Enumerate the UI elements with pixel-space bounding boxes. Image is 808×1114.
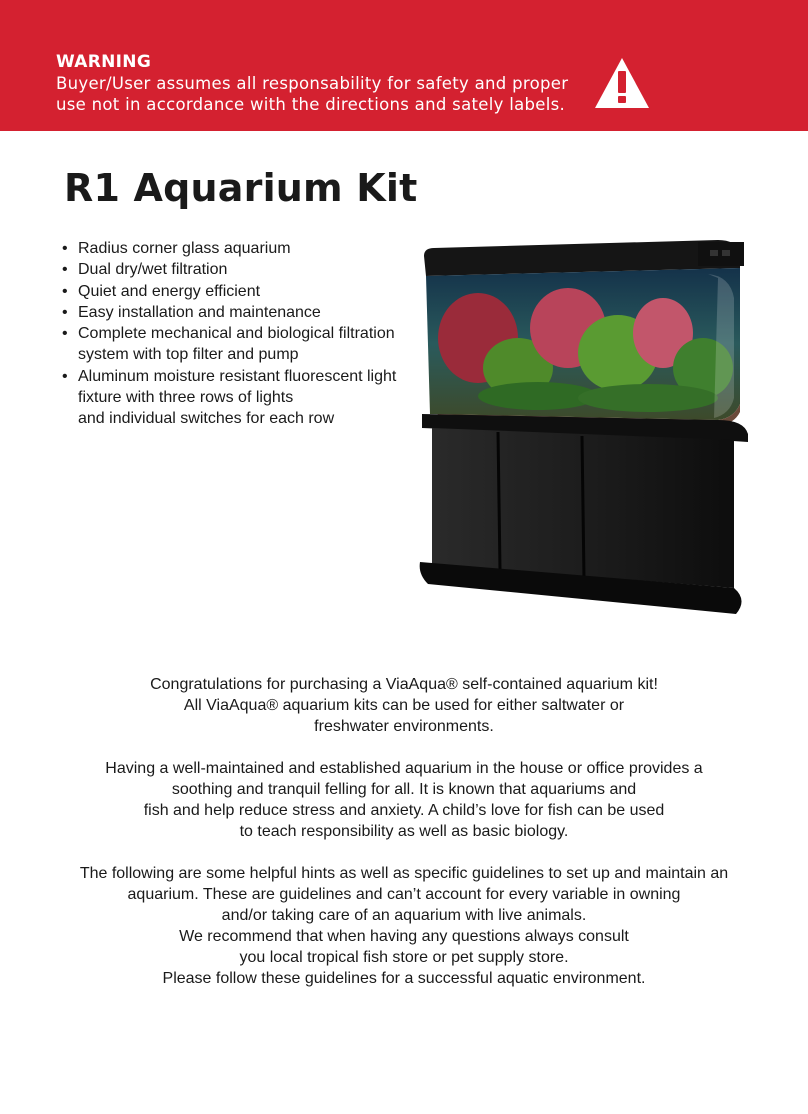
feature-item: • Easy installation and maintenance xyxy=(62,302,432,323)
text-line: you local tropical fish store or pet supply store. xyxy=(239,949,569,966)
feature-item-continued: system with top filter and pump xyxy=(78,346,299,364)
paragraph-benefits xyxy=(40,758,768,842)
paragraph-congratulations xyxy=(40,674,768,737)
text-line: We recommend that when having any questions always consult xyxy=(179,928,629,945)
feature-list xyxy=(62,238,432,430)
text-line: Congratulations for purchasing a ViaAqua® self-contained aquarium kit! xyxy=(150,676,658,693)
warning-text xyxy=(56,73,596,115)
warning-banner xyxy=(0,0,808,131)
text-line: Having a well-maintained and established aquarium in the house or office provides a xyxy=(105,760,703,777)
aquarium-product-image xyxy=(418,228,758,648)
warning-line: use not in accordance with the directions and sately labels. xyxy=(56,95,566,114)
text-line: All ViaAqua® aquarium kits can be used for either saltwater or xyxy=(183,697,625,714)
text-line: soothing and tranquil felling for all. It is known that aquariums and xyxy=(171,781,637,798)
feature-item-continued: fixture with three rows of lights xyxy=(78,389,294,407)
feature-item: • Complete mechanical and biological filtration xyxy=(62,323,432,344)
paragraph-guidelines xyxy=(40,863,768,989)
text-line: aquarium. These are guidelines and can’t account for every variable in owning xyxy=(127,886,681,903)
feature-item-continued: and individual switches for each row xyxy=(78,410,335,428)
text-line: and/or taking care of an aquarium with live animals. xyxy=(221,907,587,924)
feature-item: • Aluminum moisture resistant fluorescent light xyxy=(62,366,432,387)
feature-item: • Dual dry/wet filtration xyxy=(62,259,432,280)
text-line: Please follow these guidelines for a successful aquatic environment. xyxy=(162,970,646,987)
text-line: freshwater environments. xyxy=(314,718,494,735)
warning-triangle-icon xyxy=(593,56,651,110)
product-title: R1 Aquarium Kit xyxy=(64,166,418,210)
feature-item: • Radius corner glass aquarium xyxy=(62,238,432,259)
intro-text xyxy=(40,674,768,1010)
text-line: The following are some helpful hints as well as specific guidelines to set up and maintain an xyxy=(79,865,729,882)
warning-title: WARNING xyxy=(56,52,152,72)
text-line: to teach responsibility as well as basic biology. xyxy=(239,823,569,840)
text-line: fish and help reduce stress and anxiety. A child’s love for fish can be used xyxy=(143,802,665,819)
warning-line: Buyer/User assumes all responsability for safety and proper xyxy=(56,74,569,93)
feature-item: • Quiet and energy efficient xyxy=(62,281,432,302)
